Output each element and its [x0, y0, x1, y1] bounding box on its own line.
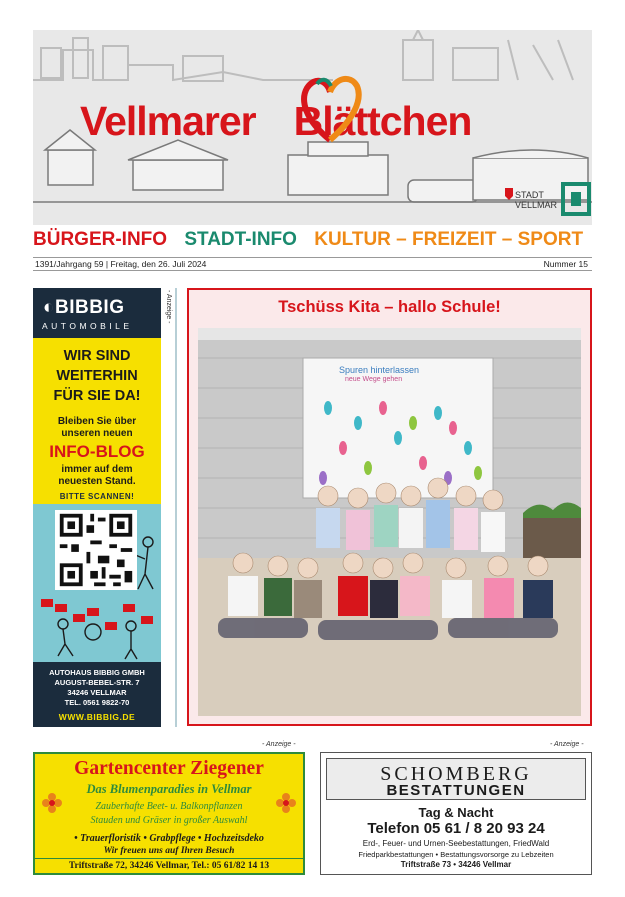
column-divider	[175, 288, 177, 727]
garten-line-1: Zauberhafte Beet- u. Balkonpflanzen	[95, 801, 243, 812]
bibbig-address: AUTOHAUS BIBBIG GMBH AUGUST-BEBEL-STR. 7 34246 VELLMAR TEL. 0561 9822-70	[49, 668, 145, 707]
section-buerger-info: BÜRGER-INFO	[33, 229, 168, 250]
qr-code[interactable]	[55, 510, 137, 590]
section-kultur-freizeit-sport: KULTUR – FREIZEIT – SPORT	[314, 229, 584, 250]
schomberg-subtitle: BESTATTUNGEN	[386, 782, 526, 799]
schomberg-advertisement[interactable]	[320, 752, 592, 875]
stadt-vellmar-text: STADT VELLMAR	[515, 190, 558, 210]
schomberg-logo	[326, 758, 586, 800]
banner-text-line2: neue Wege gehen	[345, 376, 403, 383]
garten-line-3: • Trauerfloristik • Grabpflege • Hochzeitsdeko	[74, 833, 264, 844]
garten-footer-address: Triftstraße 72, 34246 Vellmar, Tel.: 05 61/82 14 13	[35, 858, 303, 873]
garten-line-4: Wir freuen uns auf Ihren Besuch	[103, 846, 235, 856]
bibbig-subtitle: AUTOMOBILE	[42, 321, 133, 331]
schomberg-line-1: Erd-, Feuer- und Urnen-Seebestattungen, FriedWald	[362, 839, 550, 848]
section-headline-bar	[33, 229, 592, 251]
kita-group-photo	[198, 328, 581, 716]
issue-date: 1391/Jahrgang 59 | Freitag, den 26. Juli 2024	[35, 259, 207, 269]
schomberg-phone[interactable]: Telefon 05 61 / 8 20 93 24	[367, 820, 545, 837]
kita-article-title: Tschüss Kita – hallo Schule!	[278, 298, 501, 316]
flower-icon	[41, 792, 63, 814]
bibbig-info-blog: INFO-BLOG	[49, 442, 145, 461]
garten-title: Gartencenter Ziegener	[74, 758, 264, 779]
banner-text-line1: Spuren hinterlassen	[339, 365, 420, 375]
heart-logo-icon	[295, 70, 365, 146]
schomberg-line-2: Friedparkbestattungen • Bestattungsvorsorge zu Lebzeiten	[358, 850, 554, 859]
issue-number: Nummer 15	[543, 259, 588, 269]
newspaper-title: Vellmarer Blättchen	[80, 98, 472, 144]
bibbig-scan-label: BITTE SCANNEN!	[59, 492, 135, 501]
bibbig-advertisement[interactable]	[33, 288, 161, 727]
garten-anzeige-label: - Anzeige -	[262, 741, 296, 748]
kita-article[interactable]	[187, 288, 592, 726]
schomberg-anzeige-label: - Anzeige -	[550, 741, 584, 748]
flower-icon	[275, 792, 297, 814]
bibbig-logo: ◐BIBBIG	[43, 297, 125, 318]
garten-line-2: Stauden und Gräser in großer Auswahl	[90, 815, 248, 826]
schomberg-tagline: Tag & Nacht	[418, 805, 494, 820]
bibbig-anzeige-label: - Anzeige -	[165, 290, 172, 324]
bibbig-text-2: immer auf dem neuesten Stand.	[58, 464, 136, 487]
garten-subtitle: Das Blumenparadies in Vellmar	[86, 782, 252, 796]
bibbig-text-1: Bleiben Sie über unseren neuen	[57, 416, 137, 439]
section-stadt-info: STADT-INFO	[184, 229, 297, 250]
masthead	[33, 30, 592, 225]
gartencenter-advertisement[interactable]	[33, 752, 305, 875]
bibbig-website-link[interactable]: WWW.BIBBIG.DE	[58, 712, 136, 722]
bibbig-headline: WIR SIND WEITERHIN FÜR SIE DA!	[53, 348, 141, 404]
issue-info-bar	[33, 257, 592, 271]
schomberg-name: SCHOMBERG	[380, 763, 532, 785]
bibbig-header	[33, 288, 161, 338]
schomberg-address: Triftstraße 73 • 34246 Vellmar	[400, 860, 512, 869]
